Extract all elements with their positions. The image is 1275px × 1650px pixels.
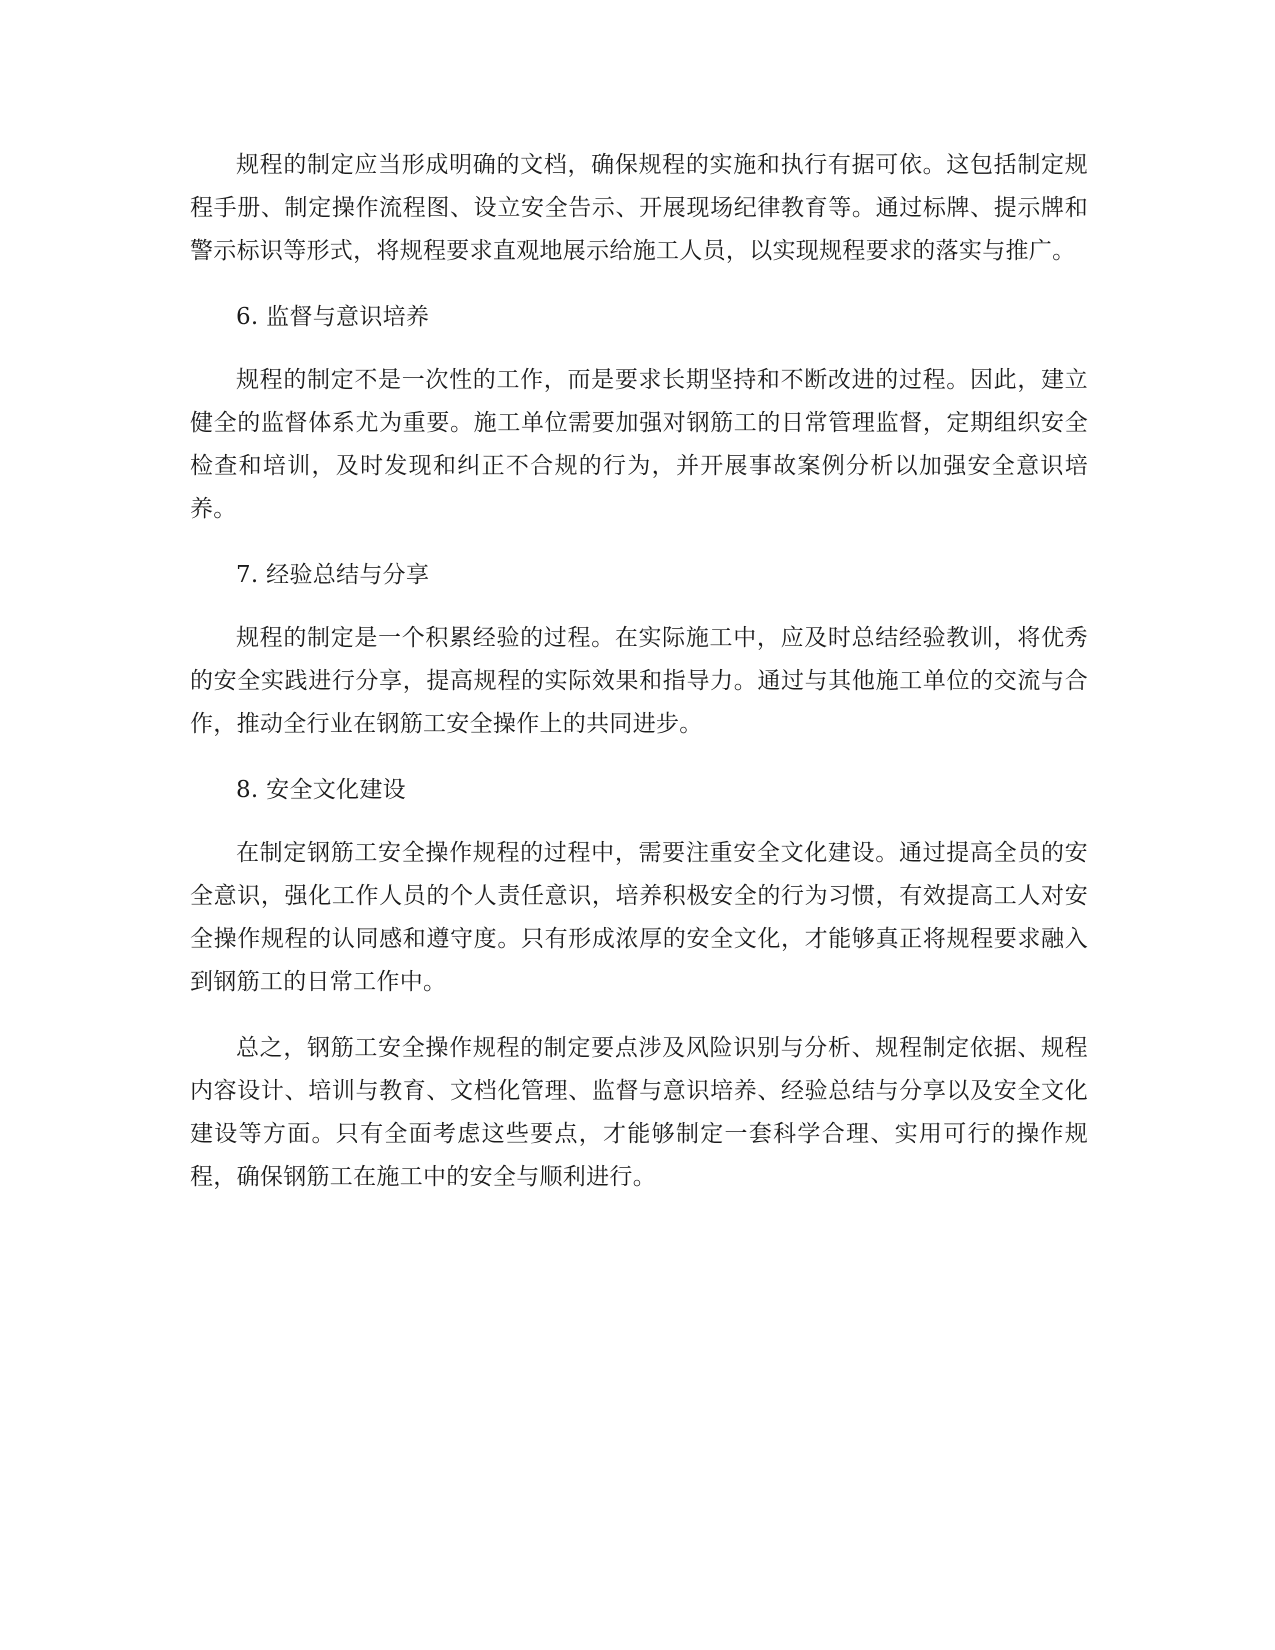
paragraph-experience: 规程的制定是一个积累经验的过程。在实际施工中，应及时总结经验教训，将优秀的安全实践进行分享，提高规程的实际效果和指导力。通过与其他施工单位的交流与合作，推动全行业在钢筋工安全操作上的共同进步。	[190, 625, 1088, 737]
section-heading-6: 6. 监督与意识培养	[236, 304, 430, 330]
paragraph-conclusion: 总之，钢筋工安全操作规程的制定要点涉及风险识别与分析、规程制定依据、规程内容设计、培训与教育、文档化管理、监督与意识培养、经验总结与分享以及安全文化建设等方面。只有全面考虑这些要点，才能够制定一套科学合理、实用可行的操作规程，确保钢筋工在施工中的安全与顺利进行。	[190, 1035, 1088, 1190]
paragraph-safety-culture: 在制定钢筋工安全操作规程的过程中，需要注重安全文化建设。通过提高全员的安全意识，强化工作人员的个人责任意识，培养积极安全的行为习惯，有效提高工人对安全操作规程的认同感和遵守度。只有形成浓厚的安全文化，才能够真正将规程要求融入到钢筋工的日常工作中。	[190, 840, 1088, 995]
paragraph-documentation: 规程的制定应当形成明确的文档，确保规程的实施和执行有据可依。这包括制定规程手册、制定操作流程图、设立安全告示、开展现场纪律教育等。通过标牌、提示牌和警示标识等形式，将规程要求直观地展示给施工人员，以实现规程要求的落实与推广。	[190, 152, 1088, 264]
paragraph-supervision: 规程的制定不是一次性的工作，而是要求长期坚持和不断改进的过程。因此，建立健全的监督体系尤为重要。施工单位需要加强对钢筋工的日常管理监督，定期组织安全检查和培训，及时发现和纠正不合规的行为，并开展事故案例分析以加强安全意识培养。	[190, 367, 1088, 522]
section-heading-8: 8. 安全文化建设	[236, 777, 406, 803]
document-body	[190, 144, 1088, 1199]
section-heading-7: 7. 经验总结与分享	[236, 562, 430, 588]
